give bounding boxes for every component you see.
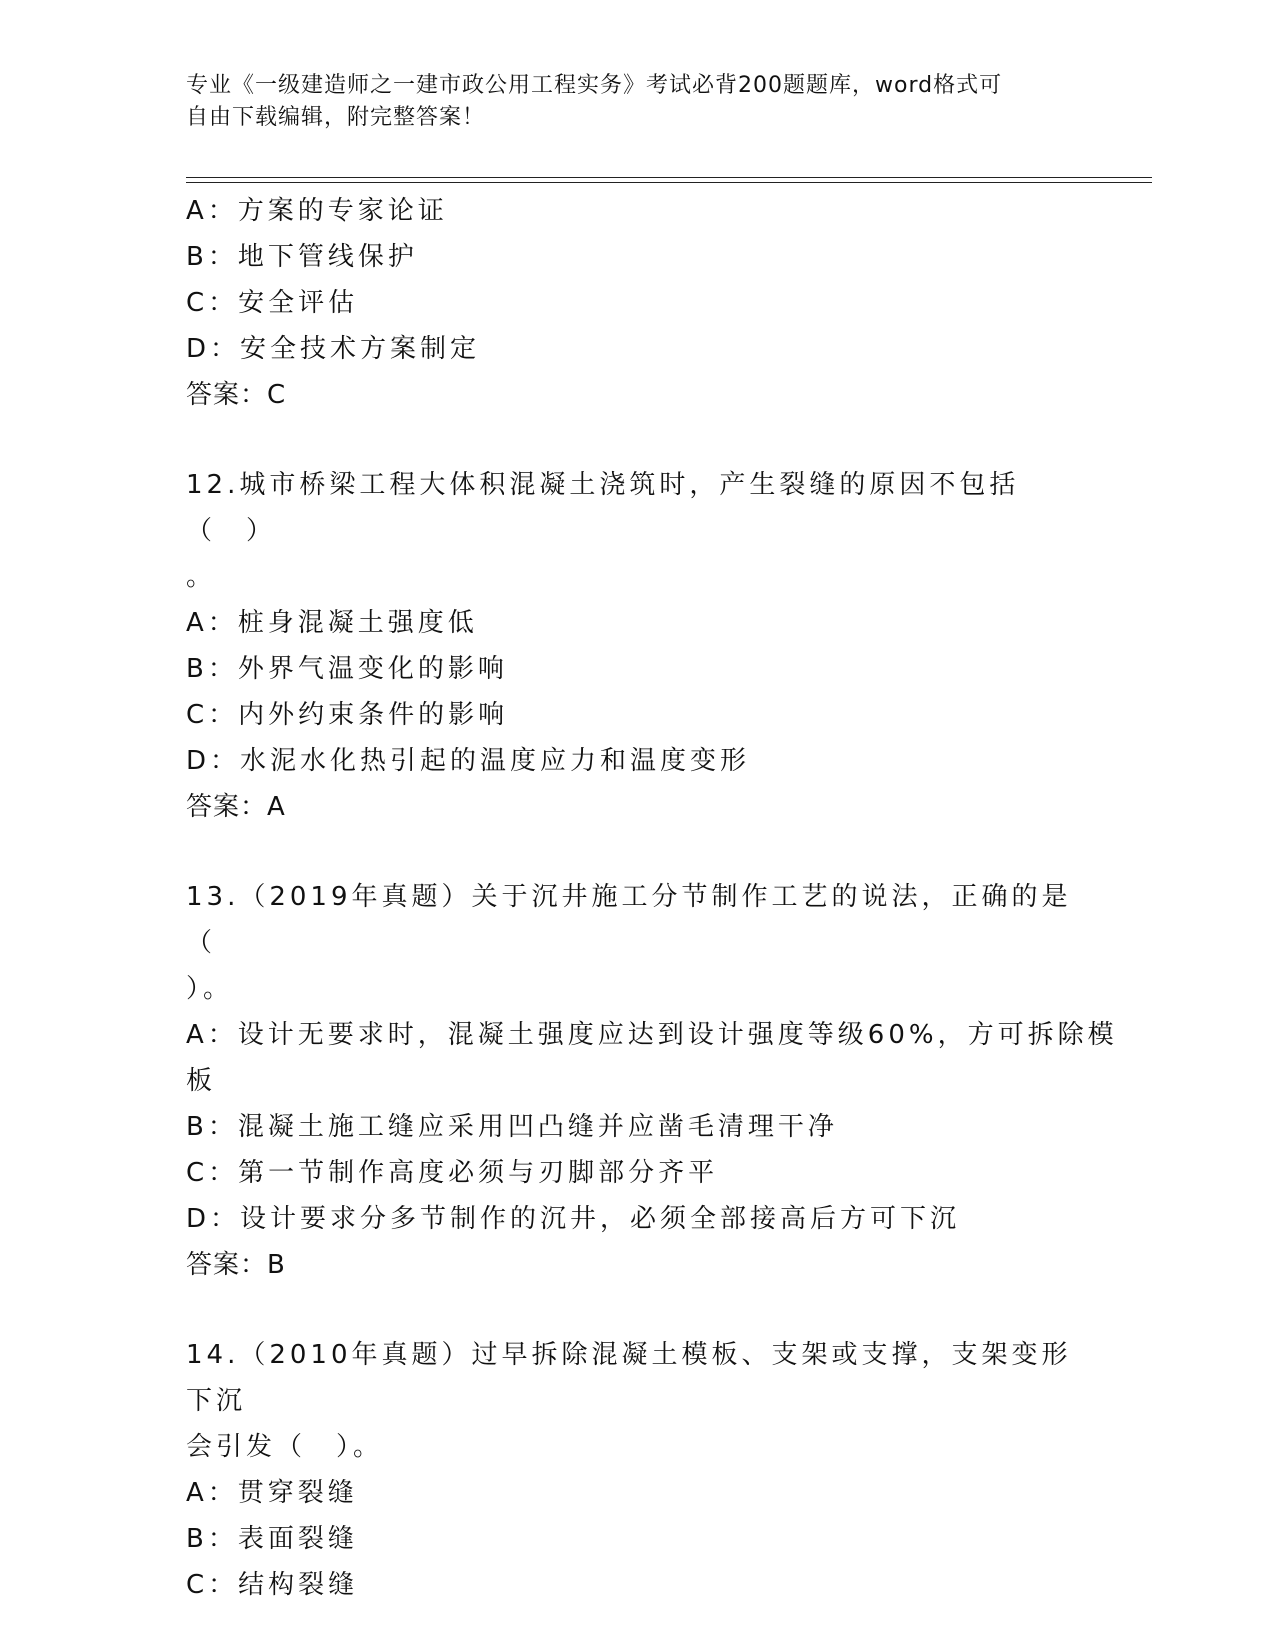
spacer: [186, 418, 1086, 462]
option-d: D：设计要求分多节制作的沉井，必须全部接高后方可下沉: [186, 1204, 961, 1234]
question-12: [186, 462, 1086, 830]
document-header: [186, 70, 1066, 134]
question-stem-continued: 会引发（ ）。: [186, 1432, 384, 1462]
option-a: A：方案的专家论证: [186, 196, 448, 226]
option-a: A：桩身混凝土强度低: [186, 608, 478, 638]
option-d: D：安全技术方案制定: [186, 334, 481, 364]
option-d: D：水泥水化热引起的温度应力和温度变形: [186, 746, 751, 776]
question-stem-continued: ）。: [186, 974, 234, 1004]
option-b: B：地下管线保护: [186, 242, 418, 272]
spacer: [186, 830, 1086, 874]
option-a: A：设计无要求时，混凝土强度应达到设计强度等级60%，方可拆除模: [186, 1020, 1118, 1050]
option-a-continued: 板: [186, 1066, 217, 1096]
answer: 答案：C: [186, 380, 287, 410]
question-11: [186, 188, 1086, 418]
option-c: C：结构裂缝: [186, 1570, 359, 1600]
answer: 答案：A: [186, 792, 286, 822]
option-c: C：内外约束条件的影响: [186, 700, 509, 730]
spacer: [186, 1288, 1086, 1332]
header-title-line-2: 自由下载编辑，附完整答案！: [186, 105, 486, 130]
document-body: [186, 188, 1118, 1608]
option-b: B：外界气温变化的影响: [186, 654, 508, 684]
question-stem: 13.（2019年真题）关于沉井施工分节制作工艺的说法，正确的是（: [186, 882, 1072, 958]
option-a: A：贯穿裂缝: [186, 1478, 358, 1508]
header-divider-top: [186, 177, 1152, 178]
question-13: [186, 874, 1118, 1288]
question-stem-continued: 。: [186, 562, 217, 592]
option-b: B：混凝土施工缝应采用凹凸缝并应凿毛清理干净: [186, 1112, 838, 1142]
question-stem: 12.城市桥梁工程大体积混凝土浇筑时，产生裂缝的原因不包括（ ）: [186, 470, 1020, 546]
option-c: C：安全评估: [186, 288, 359, 318]
answer: 答案：B: [186, 1250, 286, 1280]
question-stem: 14.（2010年真题）过早拆除混凝土模板、支架或支撑，支架变形下沉: [186, 1340, 1072, 1416]
option-b: B：表面裂缝: [186, 1524, 358, 1554]
header-divider-bottom: [186, 182, 1152, 183]
option-c: C：第一节制作高度必须与刃脚部分齐平: [186, 1158, 719, 1188]
header-title-line-1: 专业《一级建造师之一建市政公用工程实务》考试必背200题题库，word格式可: [186, 73, 1003, 98]
question-14: [186, 1332, 1086, 1608]
